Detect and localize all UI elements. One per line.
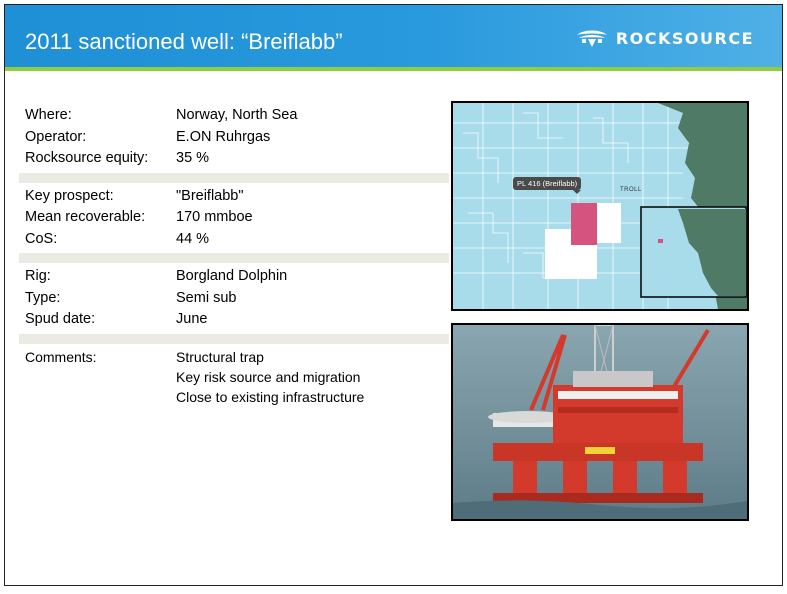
info-group-location (19, 105, 449, 170)
comment-line: Key risk source and migration (176, 368, 361, 385)
info-label: Key prospect: (25, 187, 114, 204)
info-label: Type: (25, 289, 61, 306)
info-value: Borgland Dolphin (176, 268, 288, 284)
info-row-spud-date (19, 309, 449, 331)
info-comments (19, 347, 449, 409)
slide-title: 2011 sanctioned well: “Breiflabb” (25, 29, 343, 54)
info-label: Where: (25, 107, 72, 123)
comments-label: Comments: (25, 348, 97, 365)
info-label: Mean recoverable: (25, 209, 146, 225)
drilling-rig-photo-graphic (453, 325, 747, 519)
info-row-rig (19, 266, 449, 288)
field-label: TROLL (620, 187, 642, 193)
info-value: June (176, 311, 208, 327)
info-label: Rig: (25, 268, 51, 284)
drilling-rig-photo (451, 323, 749, 521)
prospect-callout: PL 416 (Breiflabb) (513, 177, 581, 190)
licence-map (451, 101, 749, 311)
section-divider (19, 173, 449, 183)
info-value: 35 % (176, 150, 210, 166)
rocksource-logo-icon (575, 27, 609, 49)
comment-line: Close to existing infrastructure (176, 388, 365, 405)
section-divider (19, 253, 449, 263)
info-label: Rocksource equity: (25, 150, 149, 166)
info-label: Spud date: (25, 311, 96, 327)
slide-header (5, 5, 782, 67)
comment-lines (176, 347, 364, 407)
licence-map-graphic (453, 103, 747, 309)
info-value: "Breiflabb" (176, 187, 244, 204)
section-divider (19, 334, 449, 344)
info-label: Operator: (25, 128, 87, 145)
info-value: Norway, North Sea (176, 107, 298, 123)
info-value: 170 mmboe (176, 209, 253, 225)
info-row-cos (19, 229, 449, 251)
prospect-block (571, 203, 597, 245)
info-row-operator (19, 127, 449, 149)
header-accent-line (5, 67, 782, 71)
info-row-key-prospect (19, 186, 449, 208)
slide (4, 4, 783, 586)
info-row-type (19, 288, 449, 310)
info-group-prospect (19, 186, 449, 251)
info-value: Semi sub (176, 289, 237, 306)
logo-text: ROCKSOURCE (615, 28, 754, 48)
info-row-mean-recoverable (19, 207, 449, 229)
info-group-rig (19, 266, 449, 331)
well-info (19, 105, 449, 409)
rocksource-logo (575, 27, 754, 49)
info-label: CoS: (25, 230, 58, 247)
info-value: E.ON Ruhrgas (176, 128, 271, 145)
info-row-where (19, 105, 449, 127)
info-value: 44 % (176, 230, 210, 247)
comment-line: Structural trap (176, 348, 264, 365)
info-row-equity (19, 148, 449, 170)
